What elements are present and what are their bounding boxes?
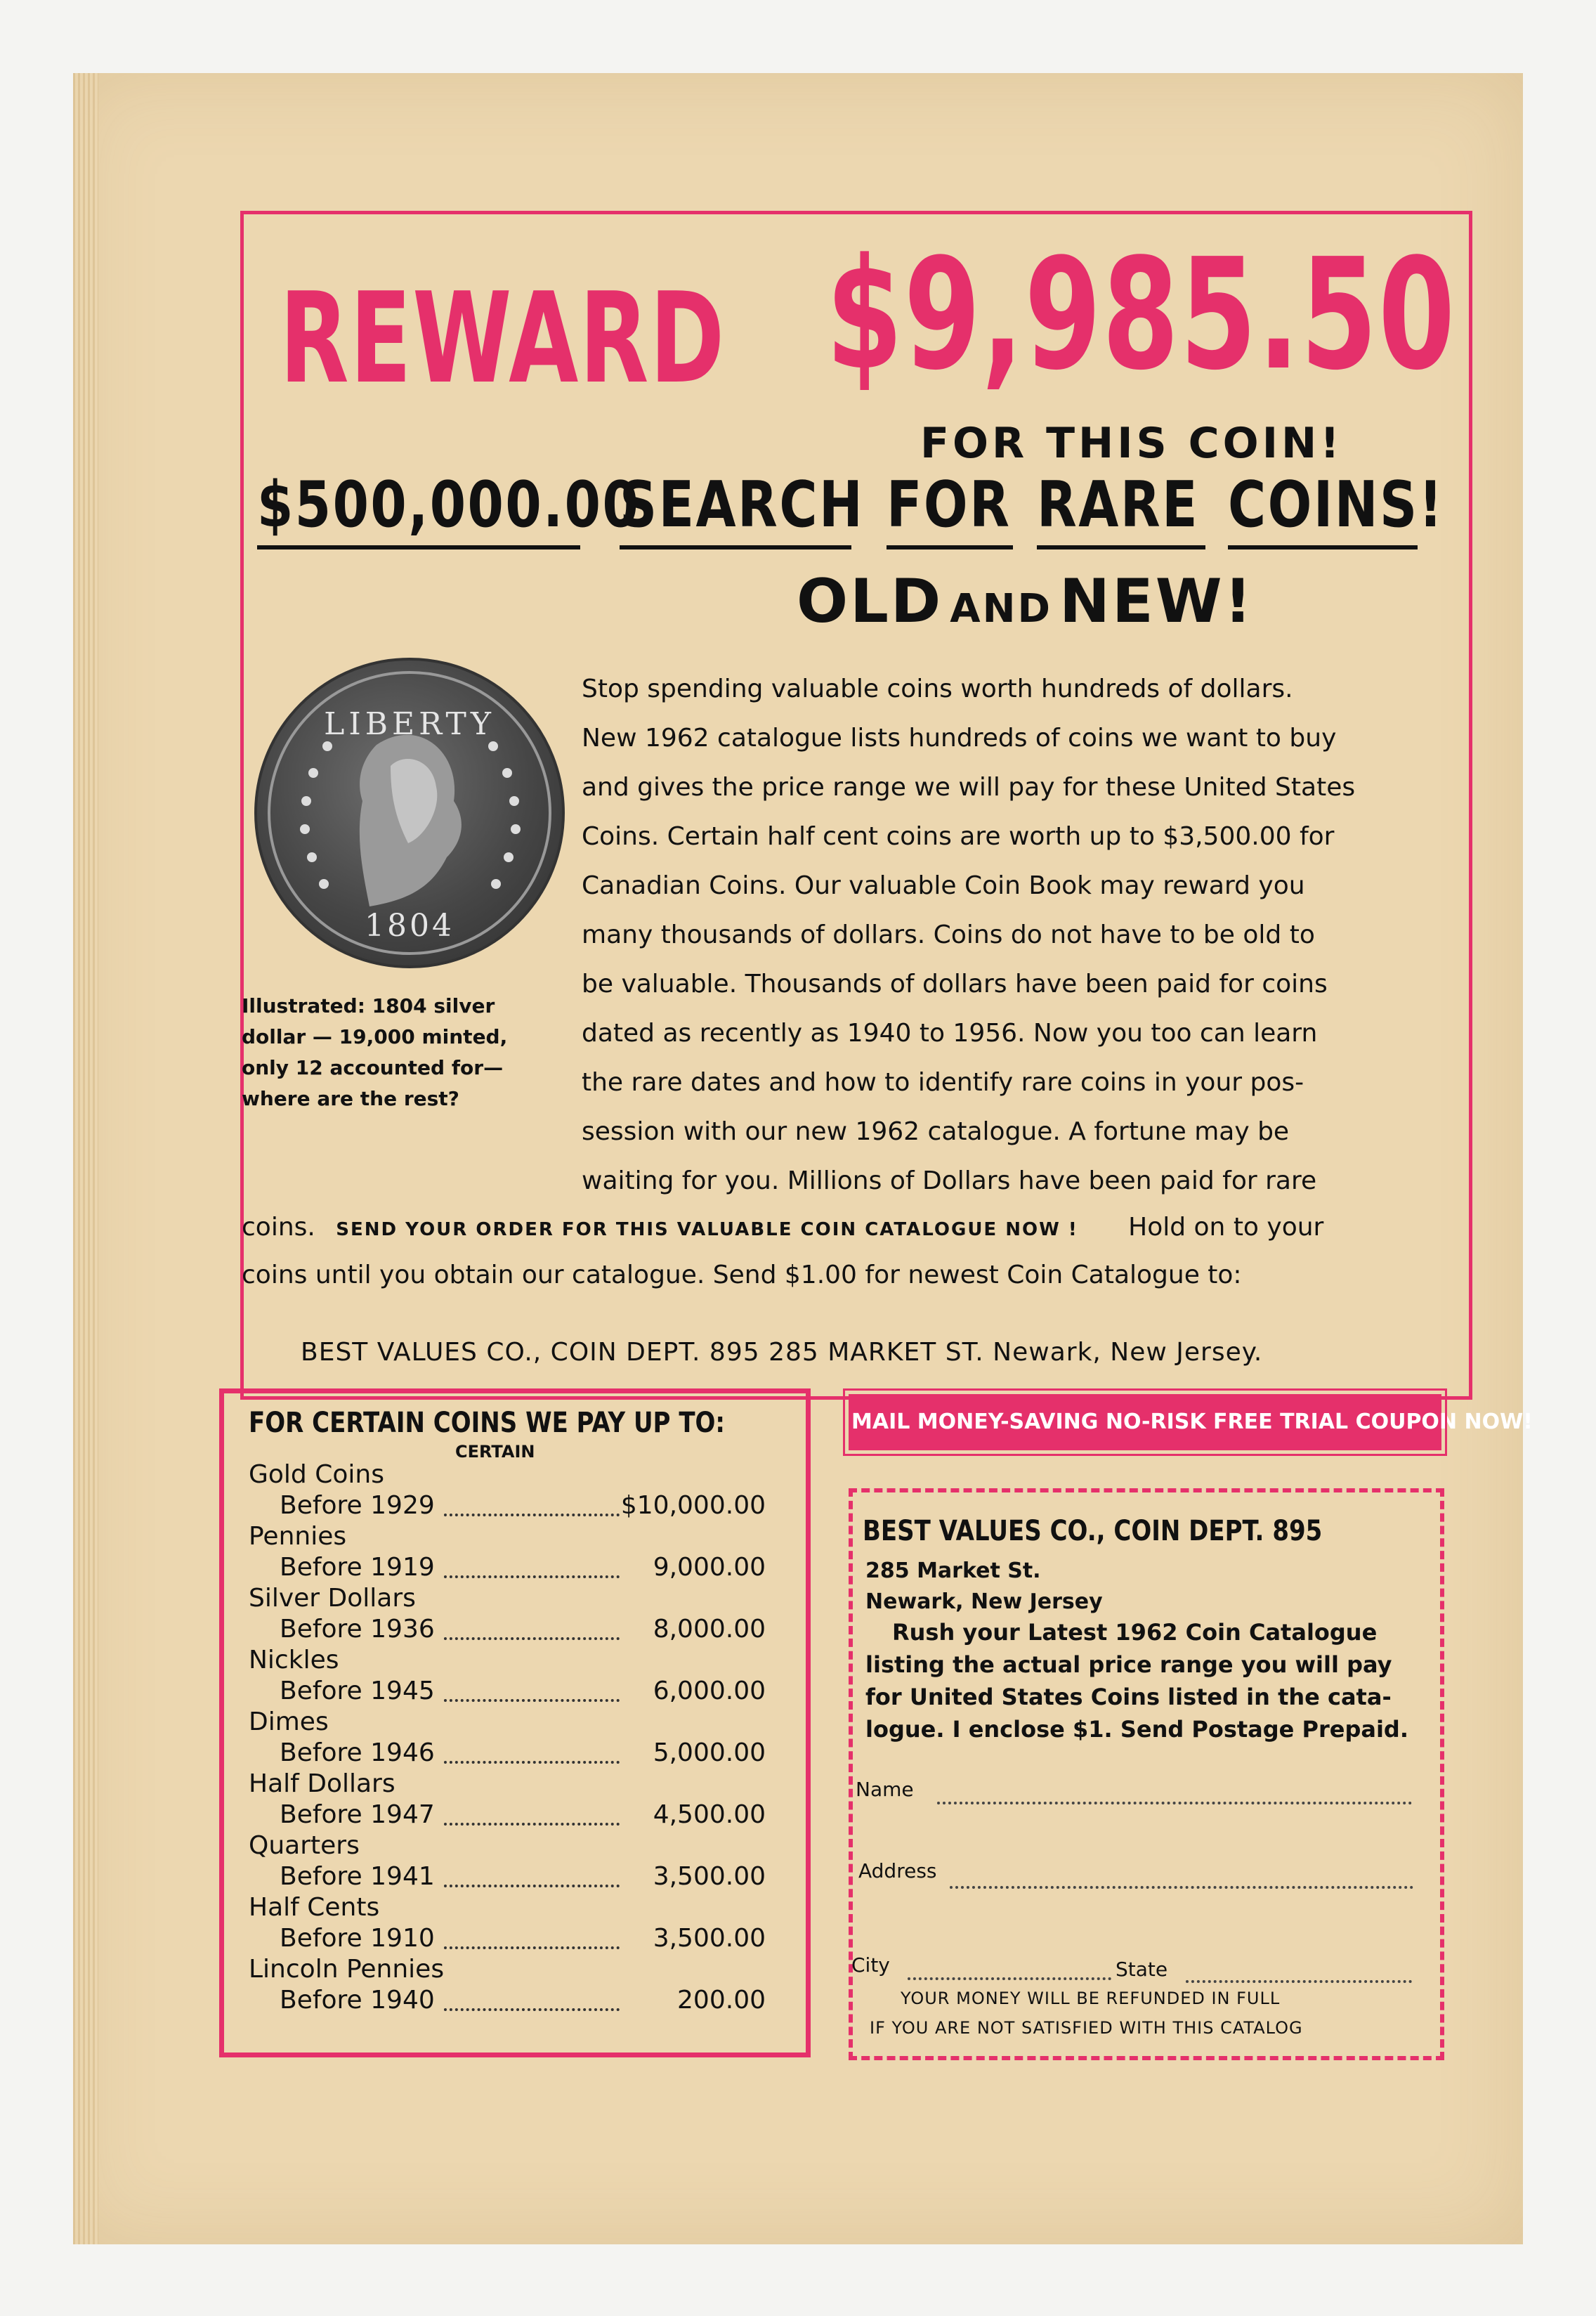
underline xyxy=(1037,545,1205,549)
coupon-city: Newark, New Jersey xyxy=(865,1589,1103,1614)
old-word: OLD xyxy=(797,566,943,637)
search-word: RARE xyxy=(1037,468,1200,542)
order-start: coins. xyxy=(242,1213,315,1242)
name-field[interactable] xyxy=(937,1802,1412,1804)
coin-date-limit: Before 1946 xyxy=(280,1738,435,1767)
caption-line: Illustrated: 1804 silver xyxy=(242,994,495,1017)
coin-type: Quarters xyxy=(249,1831,360,1860)
price-table-title: FOR CERTAIN COINS WE PAY UP TO: xyxy=(249,1407,726,1439)
state-label: State xyxy=(1116,1958,1168,1981)
refund-line: YOUR MONEY WILL BE REFUNDED IN FULL xyxy=(901,1989,1281,2008)
address-field[interactable] xyxy=(950,1886,1413,1889)
coin-date-limit: Before 1947 xyxy=(280,1800,435,1829)
page-edge xyxy=(73,73,98,2244)
coin-type: Half Dollars xyxy=(249,1769,395,1798)
body-line: many thousands of dollars. Coins do not have to be old to xyxy=(582,920,1315,949)
caption-line: dollar — 19,000 minted, xyxy=(242,1025,508,1048)
coin-price: 3,500.00 xyxy=(653,1862,766,1891)
coin-price: 9,000.00 xyxy=(653,1553,766,1582)
search-word: SEARCH xyxy=(620,468,865,542)
address-label: Address xyxy=(858,1859,937,1882)
underline xyxy=(1228,545,1418,549)
dot-leader xyxy=(444,1699,620,1702)
price-table-certain: CERTAIN xyxy=(455,1442,535,1462)
state-field[interactable] xyxy=(1186,1980,1412,1983)
coin-image xyxy=(254,658,565,968)
search-word: COINS! xyxy=(1228,468,1444,542)
coin-date-limit: Before 1910 xyxy=(280,1924,435,1953)
body-line: the rare dates and how to identify rare coins in your pos- xyxy=(582,1068,1304,1097)
coin-type: Nickles xyxy=(249,1646,339,1674)
new-word: NEW! xyxy=(1059,566,1254,637)
coin-type: Dimes xyxy=(249,1707,329,1736)
city-field[interactable] xyxy=(908,1977,1111,1980)
coin-price: 4,500.00 xyxy=(653,1800,766,1829)
reward-amount: $9,985.50 xyxy=(826,226,1456,404)
coin-price: 200.00 xyxy=(677,1986,766,2015)
caption-line: where are the rest? xyxy=(242,1087,459,1110)
coin-price: 8,000.00 xyxy=(653,1615,766,1644)
search-word: $500,000.00 xyxy=(257,468,641,542)
search-headline xyxy=(257,468,1451,552)
coin-art xyxy=(257,661,562,965)
coupon-text-line: for United States Coins listed in the cata- xyxy=(865,1684,1392,1710)
reward-heading: REWARD xyxy=(280,266,726,411)
city-label: City xyxy=(851,1953,890,1977)
coupon-text-line: listing the actual price range you will pay xyxy=(865,1651,1392,1678)
coupon-banner: MAIL MONEY-SAVING NO-RISK FREE TRIAL COUPON NOW! xyxy=(849,1394,1441,1450)
dot-leader xyxy=(444,2008,620,2011)
coin-price: $10,000.00 xyxy=(620,1491,766,1520)
order-end: Hold on to your xyxy=(1128,1213,1324,1242)
coin-price: 6,000.00 xyxy=(653,1677,766,1705)
underline xyxy=(887,545,1013,549)
dot-leader xyxy=(444,1823,620,1826)
body-line: be valuable. Thousands of dollars have been paid for coins xyxy=(582,970,1328,998)
and-word: AND xyxy=(950,586,1052,632)
coin-year: 1804 xyxy=(365,908,454,944)
body-line: Stop spending valuable coins worth hundreds of dollars. xyxy=(582,675,1293,703)
body-line: waiting for you. Millions of Dollars have been paid for rare xyxy=(582,1166,1317,1195)
coupon-text-line: logue. I enclose $1. Send Postage Prepaid. xyxy=(865,1716,1408,1743)
coin-date-limit: Before 1936 xyxy=(280,1615,435,1644)
coin-caption xyxy=(242,991,517,1114)
order-caps: SEND YOUR ORDER FOR THIS VALUABLE COIN CATALOGUE NOW ! xyxy=(336,1219,1078,1240)
dot-leader xyxy=(444,1514,620,1516)
coin-date-limit: Before 1945 xyxy=(280,1677,435,1705)
coin-type: Pennies xyxy=(249,1522,347,1551)
coin-date-limit: Before 1929 xyxy=(280,1491,435,1520)
dot-leader xyxy=(444,1575,620,1578)
coupon-street: 285 Market St. xyxy=(865,1559,1041,1583)
body-line: Canadian Coins. Our valuable Coin Book may reward you xyxy=(582,871,1305,900)
dot-leader xyxy=(444,1761,620,1764)
mailing-address: BEST VALUES CO., COIN DEPT. 895 285 MARKET ST. Newark, New Jersey. xyxy=(301,1338,1263,1367)
name-label: Name xyxy=(856,1778,914,1801)
caption-line: only 12 accounted for— xyxy=(242,1056,504,1079)
body-copy xyxy=(582,665,1425,1206)
underline xyxy=(620,545,851,549)
coin-type: Half Cents xyxy=(249,1893,380,1922)
body-line: New 1962 catalogue lists hundreds of coins we want to buy xyxy=(582,724,1337,753)
body-line: and gives the price range we will pay for these United States xyxy=(582,773,1356,802)
coin-type: Silver Dollars xyxy=(249,1584,416,1613)
dot-leader xyxy=(444,1637,620,1640)
for-this-coin: FOR THIS COIN! xyxy=(920,419,1343,468)
dot-leader xyxy=(444,1885,620,1887)
coupon-text-line: Rush your Latest 1962 Coin Catalogue xyxy=(892,1619,1378,1646)
old-and-new xyxy=(797,566,1254,637)
coupon-company: BEST VALUES CO., COIN DEPT. 895 xyxy=(863,1515,1323,1547)
order-line xyxy=(242,1213,1436,1242)
coin-price: 3,500.00 xyxy=(653,1924,766,1953)
coin-date-limit: Before 1941 xyxy=(280,1862,435,1891)
search-word: FOR xyxy=(887,468,1012,542)
coin-type: Lincoln Pennies xyxy=(249,1955,445,1984)
body-line: session with our new 1962 catalogue. A fortune may be xyxy=(582,1117,1290,1146)
coin-date-limit: Before 1919 xyxy=(280,1553,435,1582)
dot-leader xyxy=(444,1946,620,1949)
coin-price: 5,000.00 xyxy=(653,1738,766,1767)
coin-date-limit: Before 1940 xyxy=(280,1986,435,2015)
body-line: Coins. Certain half cent coins are worth up to $3,500.00 for xyxy=(582,822,1335,851)
send-line: coins until you obtain our catalogue. Send $1.00 for newest Coin Catalogue to: xyxy=(242,1261,1242,1289)
underline xyxy=(257,545,580,549)
coin-type: Gold Coins xyxy=(249,1460,384,1489)
coin-legend: LIBERTY xyxy=(324,706,495,742)
body-line: dated as recently as 1940 to 1956. Now you too can learn xyxy=(582,1019,1318,1048)
refund-line: IF YOU ARE NOT SATISFIED WITH THIS CATALOG xyxy=(870,2018,1303,2038)
